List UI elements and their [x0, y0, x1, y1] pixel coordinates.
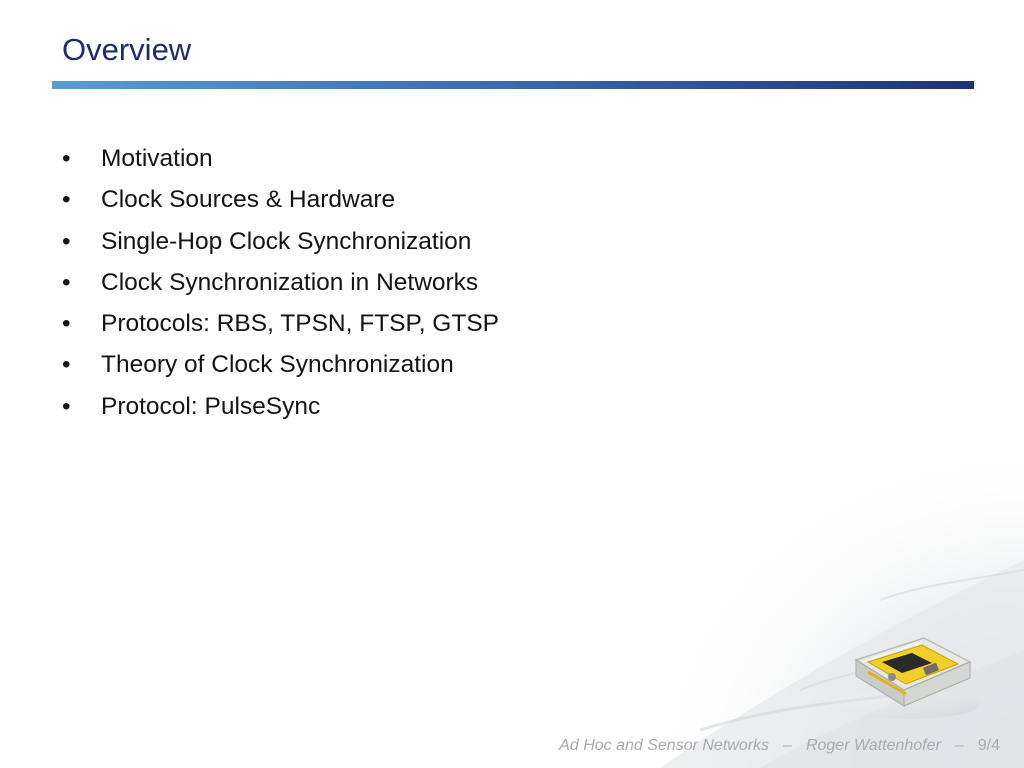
bullet-text: Theory of Clock Synchronization	[101, 351, 454, 379]
bullet-item	[62, 386, 499, 427]
bullet-item	[62, 303, 499, 344]
footer-course: Ad Hoc and Sensor Networks	[559, 737, 770, 754]
bullet-icon: •	[62, 310, 71, 338]
footer-page-number: 9/4	[977, 737, 1000, 754]
bullet-text: Motivation	[101, 145, 213, 172]
bullet-text: Protocols: RBS, TPSN, FTSP, GTSP	[101, 310, 500, 338]
bullet-item	[62, 179, 499, 220]
bullet-text: Protocol: PulseSync	[101, 392, 321, 420]
bullet-text: Single-Hop Clock Synchronization	[101, 227, 472, 255]
bullet-text: Clock Sources & Hardware	[101, 186, 396, 214]
slide-title: Overview	[62, 32, 192, 67]
title-underline-bar	[52, 81, 974, 89]
bullet-list	[62, 138, 499, 427]
footer-separator: –	[783, 737, 792, 754]
bullet-icon: •	[62, 351, 71, 379]
bullet-icon: •	[62, 268, 71, 296]
bullet-item	[62, 221, 499, 262]
bullet-icon: •	[62, 186, 71, 214]
bullet-item	[62, 344, 499, 385]
bullet-icon: •	[62, 392, 71, 420]
footer-separator: –	[954, 737, 964, 754]
sensor-node-image	[842, 632, 974, 712]
bullet-item	[62, 138, 499, 179]
slide-footer	[559, 737, 1000, 755]
bullet-text: Clock Synchronization in Networks	[101, 268, 479, 296]
bullet-icon: •	[62, 227, 71, 255]
bullet-icon: •	[62, 145, 71, 172]
bullet-item	[62, 262, 499, 303]
footer-author: Roger Wattenhofer	[805, 737, 941, 754]
